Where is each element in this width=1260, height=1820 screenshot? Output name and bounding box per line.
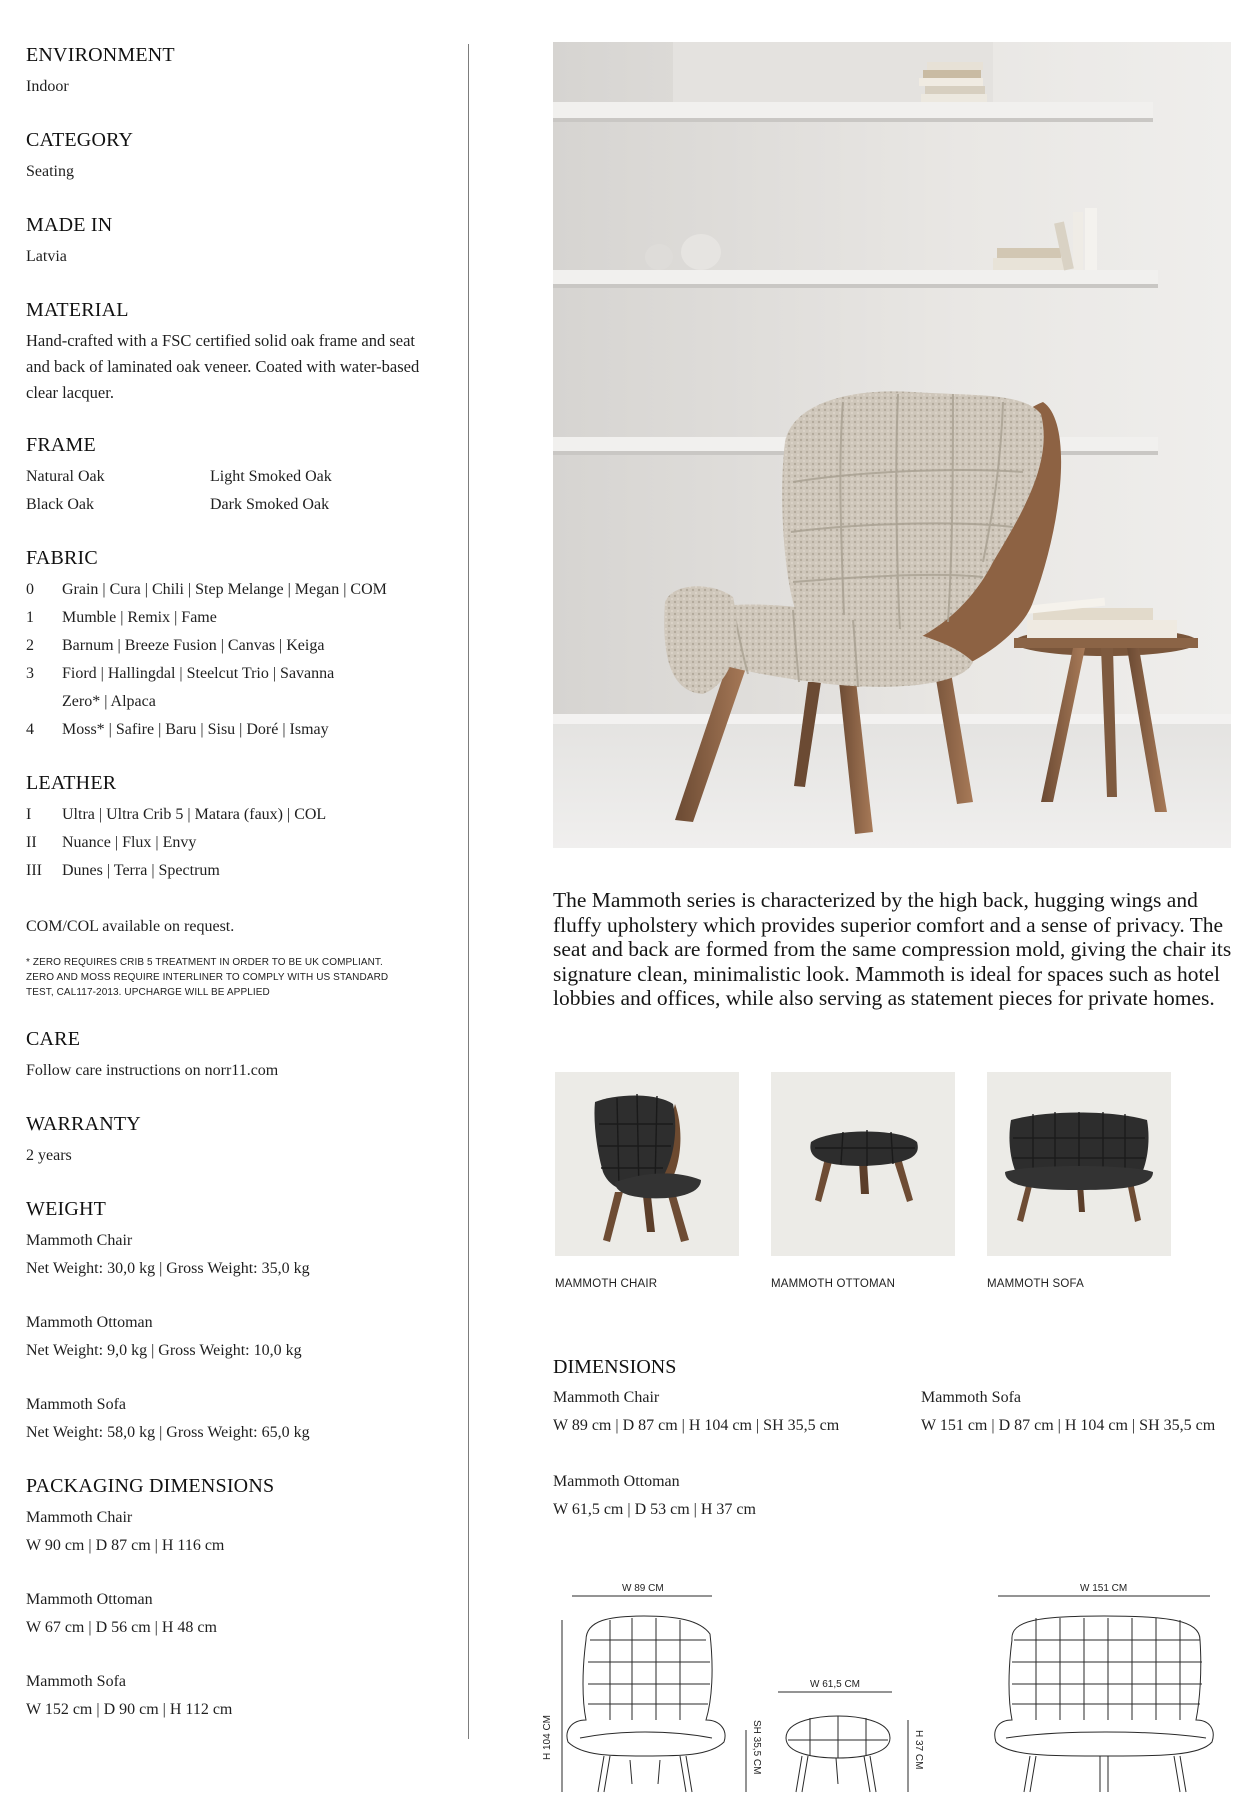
weight-item [26, 1309, 446, 1365]
fabric-group-row [26, 604, 446, 632]
ottoman-thumbnail [771, 1072, 955, 1256]
care-heading: CARE [26, 1028, 81, 1050]
packaging-value: W 67 cm | D 56 cm | H 48 cm [26, 1619, 217, 1636]
dimension-chair [553, 1384, 839, 1440]
material-value: Hand-crafted with a FSC certified solid oak frame and seat and back of laminated oak veneer. Coated with water-based clear lacquer. [26, 331, 420, 402]
com-col-section [26, 913, 446, 941]
price-group: I [26, 806, 32, 823]
price-group: 2 [26, 637, 34, 654]
dimension-ottoman [553, 1468, 756, 1524]
frame-section [26, 434, 446, 519]
technical-drawings [520, 1570, 1260, 1810]
product-thumb-ottoman[interactable] [771, 1072, 955, 1256]
sofa-width-label: W 151 CM [1080, 1583, 1128, 1594]
hero-image [553, 42, 1231, 848]
frame-options [26, 463, 446, 519]
fabric-list: Grain | Cura | Chili | Step Melange | Megan | COM [62, 581, 387, 598]
warranty-section [26, 1113, 446, 1170]
fine-print-line: TEST, CAL117-2013. UPCHARGE WILL BE APPLIED [26, 987, 270, 998]
packaging-item [26, 1504, 446, 1560]
leather-list: Dunes | Terra | Spectrum [62, 862, 220, 879]
warranty-value: 2 years [26, 1147, 72, 1164]
material-section [26, 299, 446, 406]
weight-value: Net Weight: 9,0 kg | Gross Weight: 10,0 kg [26, 1342, 302, 1359]
fabric-section [26, 547, 446, 744]
price-group: 4 [26, 721, 34, 738]
fabric-group-row [26, 716, 446, 744]
dimensions-heading: DIMENSIONS [553, 1356, 677, 1378]
weight-item [26, 1227, 446, 1283]
ottoman-drawing [778, 1692, 908, 1792]
fabric-group-row [26, 632, 446, 660]
environment-value: Indoor [26, 78, 69, 95]
leather-groups [26, 801, 446, 885]
leather-section [26, 772, 446, 885]
column-divider [468, 44, 469, 1739]
chair-seat-height-label: SH 35,5 CM [751, 1720, 762, 1775]
frame-option: Natural Oak [26, 468, 105, 485]
spec-column [26, 44, 446, 1752]
sofa-drawing [995, 1596, 1213, 1792]
packaging-heading: PACKAGING DIMENSIONS [26, 1475, 275, 1497]
series-description: The Mammoth series is characterized by the high back, hugging wings and fluffy upholstery which provides superior comfort and a sense of privacy. The seat and back are formed from the same compression mold, giving the chair its signature clean, minimalistic look. Mammoth is ideal for spaces such as hotel lobbies and offices, while also serving as statement pieces for private homes. [553, 888, 1232, 1010]
category-heading: CATEGORY [26, 129, 134, 151]
product-label-chair: MAMMOTH CHAIR [555, 1278, 658, 1290]
weight-item [26, 1391, 446, 1447]
com-col-note: COM/COL available on request. [26, 918, 235, 935]
chair-height-label: H 104 CM [542, 1714, 553, 1760]
dimension-value: W 151 cm | D 87 cm | H 104 cm | SH 35,5 cm [921, 1417, 1216, 1434]
packaging-value: W 90 cm | D 87 cm | H 116 cm [26, 1537, 225, 1554]
product-label-sofa: MAMMOTH SOFA [987, 1278, 1084, 1290]
leather-group-row [26, 857, 446, 885]
fine-print-line: * ZERO REQUIRES CRIB 5 TREATMENT IN ORDER TO BE UK COMPLIANT. [26, 957, 383, 968]
product-name: Mammoth Ottoman [553, 1473, 680, 1490]
price-group: 1 [26, 609, 34, 626]
fabric-list: Mumble | Remix | Fame [62, 609, 217, 626]
weight-section [26, 1198, 446, 1447]
chair-width-label: W 89 CM [622, 1583, 664, 1594]
weight-value: Net Weight: 58,0 kg | Gross Weight: 65,0 kg [26, 1424, 310, 1441]
product-thumb-chair[interactable] [555, 1072, 739, 1256]
frame-option: Black Oak [26, 496, 94, 513]
made-in-section [26, 214, 446, 271]
fine-print-section [26, 955, 446, 1000]
environment-heading: ENVIRONMENT [26, 44, 175, 66]
dimension-value: W 61,5 cm | D 53 cm | H 37 cm [553, 1501, 756, 1518]
product-name: Mammoth Ottoman [26, 1314, 153, 1331]
product-name: Mammoth Sofa [921, 1389, 1021, 1406]
product-name: Mammoth Sofa [26, 1396, 126, 1413]
fabric-heading: FABRIC [26, 547, 98, 569]
frame-heading: FRAME [26, 434, 96, 456]
hero-illustration [553, 42, 1231, 848]
product-name: Mammoth Chair [26, 1232, 133, 1249]
fabric-list: Zero* | Alpaca [62, 693, 156, 710]
chair-drawing [562, 1596, 746, 1792]
made-in-value: Latvia [26, 248, 67, 265]
fabric-group-row [26, 660, 446, 688]
price-group: 0 [26, 581, 34, 598]
weight-value: Net Weight: 30,0 kg | Gross Weight: 35,0 kg [26, 1260, 310, 1277]
ottoman-width-label: W 61,5 CM [810, 1679, 861, 1690]
fabric-group-row [26, 576, 446, 604]
fabric-groups [26, 576, 446, 744]
product-name: Mammoth Chair [26, 1509, 133, 1526]
product-name: Mammoth Ottoman [26, 1591, 153, 1608]
category-section [26, 129, 446, 186]
price-group [26, 688, 62, 716]
category-value: Seating [26, 163, 74, 180]
ottoman-height-label: H 37 CM [913, 1730, 924, 1770]
chair-thumbnail [555, 1072, 739, 1256]
environment-section [26, 44, 446, 101]
leather-group-row [26, 801, 446, 829]
fine-print-line: ZERO AND MOSS REQUIRE INTERLINER TO COMPLY WITH US STANDARD [26, 972, 389, 983]
fabric-group-row [26, 688, 446, 716]
price-group: III [26, 862, 42, 879]
fabric-list: Fiord | Hallingdal | Steelcut Trio | Savanna [62, 665, 335, 682]
leather-group-row [26, 829, 446, 857]
product-thumb-sofa[interactable] [987, 1072, 1171, 1256]
leather-list: Nuance | Flux | Envy [62, 834, 197, 851]
material-heading: MATERIAL [26, 299, 129, 321]
leather-heading: LEATHER [26, 772, 117, 794]
product-name: Mammoth Sofa [26, 1673, 126, 1690]
leather-list: Ultra | Ultra Crib 5 | Matara (faux) | COL [62, 806, 327, 823]
dimension-sofa [921, 1384, 1215, 1440]
price-group: 3 [26, 665, 34, 682]
weight-heading: WEIGHT [26, 1198, 107, 1220]
packaging-section [26, 1475, 446, 1724]
fabric-list: Barnum | Breeze Fusion | Canvas | Keiga [62, 637, 325, 654]
warranty-heading: WARRANTY [26, 1113, 141, 1135]
price-group: II [26, 834, 37, 851]
product-name: Mammoth Chair [553, 1389, 660, 1406]
made-in-heading: MADE IN [26, 214, 113, 236]
packaging-value: W 152 cm | D 90 cm | H 112 cm [26, 1701, 233, 1718]
frame-option: Light Smoked Oak [210, 468, 332, 485]
packaging-item [26, 1668, 446, 1724]
sofa-thumbnail [987, 1072, 1171, 1256]
fabric-list: Moss* | Safire | Baru | Sisu | Doré | Ismay [62, 721, 329, 738]
care-value: Follow care instructions on norr11.com [26, 1062, 279, 1079]
dimension-value: W 89 cm | D 87 cm | H 104 cm | SH 35,5 cm [553, 1417, 840, 1434]
care-section [26, 1028, 446, 1085]
frame-option: Dark Smoked Oak [210, 496, 330, 513]
packaging-item [26, 1586, 446, 1642]
product-label-ottoman: MAMMOTH OTTOMAN [771, 1278, 896, 1290]
